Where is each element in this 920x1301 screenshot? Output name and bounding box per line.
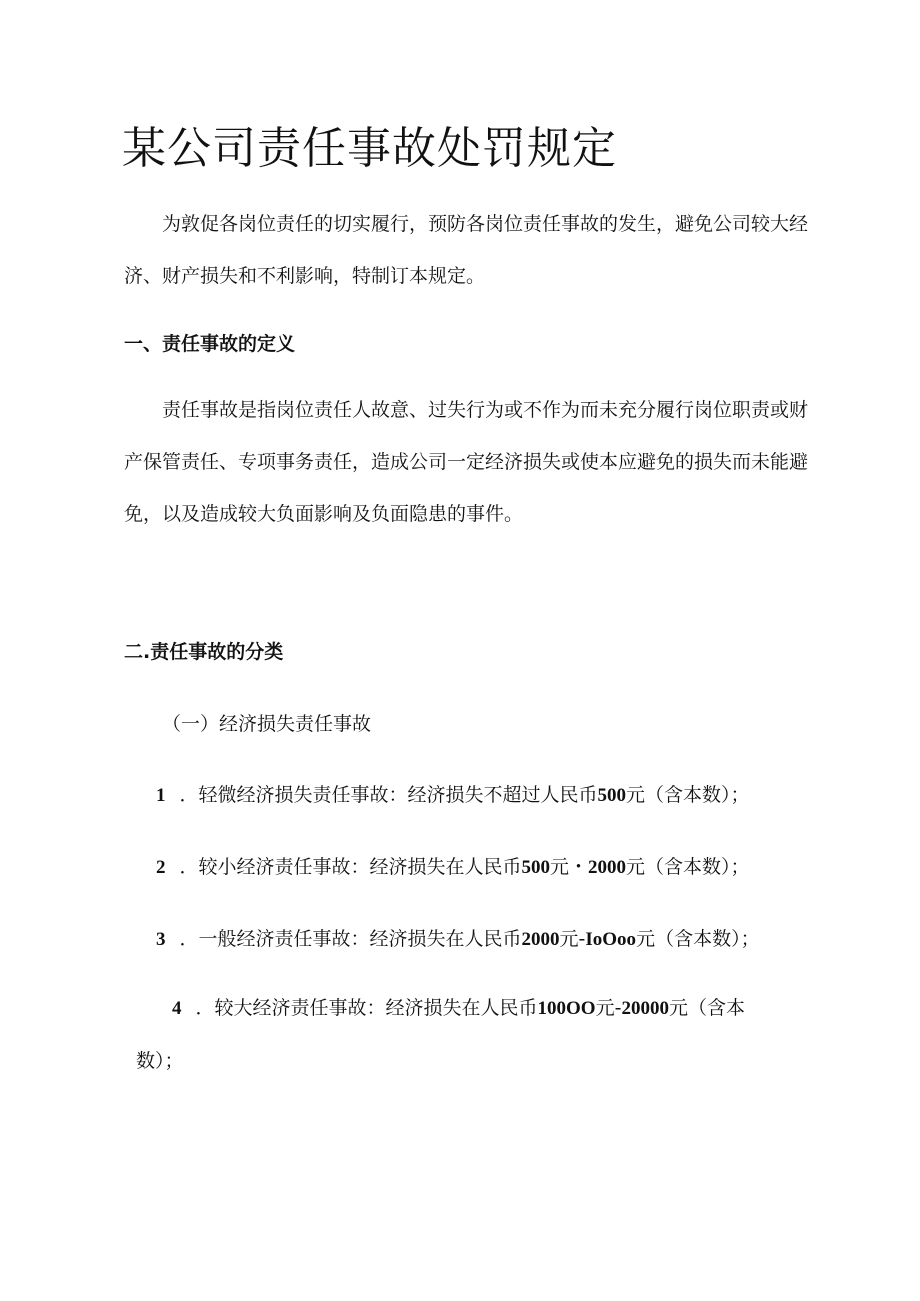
list-item xyxy=(156,780,750,807)
item-amount: 20000 xyxy=(621,998,669,1019)
item-amount: 2000 xyxy=(521,929,560,950)
item-amount: 2000 xyxy=(588,857,627,878)
list-item xyxy=(136,982,808,1087)
item-amount: 100OO xyxy=(537,998,596,1019)
item-number: 1 xyxy=(156,785,166,806)
section-1-body: 责任事故是指岗位责任人故意、过失行为或不作为而未充分履行岗位职责或财产保管责任、专项事务责任，造成公司一定经济损失或使本应避免的损失而未能避免，以及造成较大负面影响及负面隐患的事件。 xyxy=(124,399,809,525)
item-text: 元- xyxy=(595,997,622,1019)
intro-paragraph: 为敦促各岗位责任的切实履行，预防各岗位责任事故的发生，避免公司较大经济、财产损失和不利影响，特制订本规定。 xyxy=(124,213,809,287)
list-item xyxy=(156,924,760,951)
subsection-1-heading: （一）经济损失责任事故 xyxy=(162,713,372,735)
item-text: ．较大经济责任事故：经济损失在人民币 xyxy=(195,997,538,1019)
item-text: 元・ xyxy=(550,856,589,878)
item-text: 元（含本 xyxy=(668,997,745,1019)
item-text: ．轻微经济损失责任事故：经济损失不超过人民币 xyxy=(179,784,598,806)
item-amount: IoOoo xyxy=(585,929,637,950)
item-text: 元（含本数）； xyxy=(636,928,760,950)
list-item xyxy=(156,852,750,879)
section-1-heading: 一、责任事故的定义 xyxy=(124,333,296,355)
item-text: ．较小经济责任事故：经济损失在人民币 xyxy=(179,856,522,878)
item-number: 3 xyxy=(156,929,166,950)
item-number: 4 xyxy=(172,998,182,1019)
item-text-continued: 数）； xyxy=(136,1050,184,1072)
item-text: 元（含本数）； xyxy=(626,856,750,878)
item-text: 元（含本数）； xyxy=(626,784,750,806)
item-number: 2 xyxy=(156,857,166,878)
item-text: ．一般经济责任事故：经济损失在人民币 xyxy=(179,928,522,950)
document-title: 某公司责任事故处罚规定 xyxy=(122,123,617,174)
section-2-heading: 二.责任事故的分类 xyxy=(124,641,284,663)
item-amount: 500 xyxy=(597,785,627,806)
item-text: 元- xyxy=(559,928,586,950)
item-amount: 500 xyxy=(521,857,551,878)
